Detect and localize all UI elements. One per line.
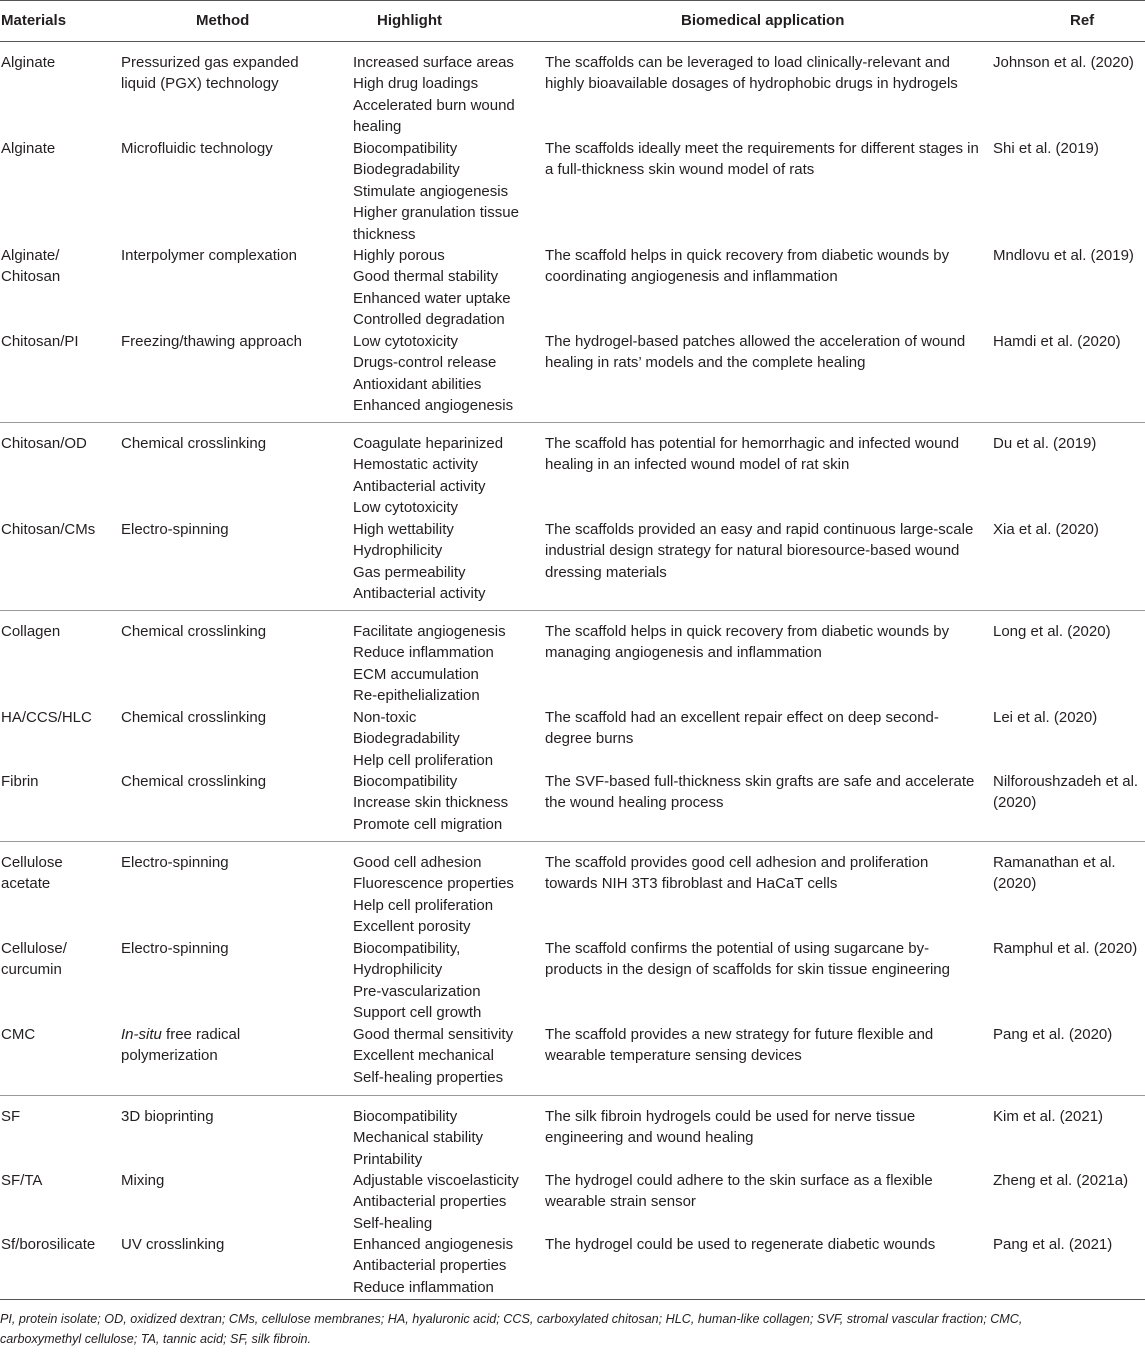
highlight-text: Antibacterial properties <box>353 1257 507 1275</box>
table-row <box>0 422 1145 517</box>
table-row <box>0 321 1145 422</box>
highlight-text: Help cell proliferation <box>353 896 494 914</box>
table-row <box>0 1160 1145 1232</box>
method-text: UV crosslinking <box>121 1236 225 1253</box>
highlight-text: Help cell proliferation <box>353 751 494 769</box>
highlight-text: Hydrophilicity <box>353 542 443 560</box>
materials-text: SF <box>1 1108 21 1125</box>
table-row <box>0 1095 1145 1168</box>
highlight-text: Self-healing <box>353 1214 433 1232</box>
ref-text: Kim et al. (2021) <box>993 1108 1104 1125</box>
highlight-text: Hydrophilicity <box>353 961 443 979</box>
highlight-text: Biodegradability <box>353 730 460 748</box>
highlight-text: Good cell adhesion <box>353 854 482 871</box>
ref-text: Zheng et al. (2021a) <box>993 1172 1129 1189</box>
method-text: liquid (PGX) technology <box>121 75 279 93</box>
ref-text: (2020) <box>993 794 1037 812</box>
footnote-line: PI, protein isolate; OD, oxidized dextran; CMs, cellulose membranes; HA, hyaluronic acid; CCS, carboxylated chitosan; HLC, human-like collagen; SVF, stromal vascular fraction; CMC, <box>0 1312 1023 1326</box>
highlight-text: Stimulate angiogenesis <box>353 182 509 200</box>
application-text: managing angiogenesis and inflammation <box>545 644 822 662</box>
highlight-text: Biocompatibility <box>353 773 458 790</box>
highlight-text: Re-epithelialization <box>353 687 480 705</box>
highlight-text: High wettability <box>353 521 454 538</box>
application-text: engineering and wound healing <box>545 1129 754 1147</box>
highlight-text: Low cytotoxicity <box>353 499 459 517</box>
application-text: The scaffold helps in quick recovery from diabetic wounds by <box>545 247 950 264</box>
method-text: polymerization <box>121 1047 218 1065</box>
ref-text: Ramanathan et al. <box>993 854 1116 871</box>
application-text: The scaffold provides good cell adhesion and proliferation <box>545 854 929 871</box>
materials-text: Collagen <box>1 623 61 640</box>
ref-text: Nilforoushzadeh et al. <box>993 773 1139 790</box>
method-text: Microfluidic technology <box>121 140 273 157</box>
application-text: The scaffolds can be leveraged to load clinically-relevant and <box>545 54 950 71</box>
application-text: dressing materials <box>545 563 667 581</box>
materials-text: Alginate <box>1 140 56 157</box>
highlight-text: Non-toxic <box>353 709 417 726</box>
highlight-text: Increase skin thickness <box>353 794 509 812</box>
header-ref: Ref <box>1070 12 1095 29</box>
materials-text: Alginate <box>1 54 56 71</box>
application-text: The SVF-based full-thickness skin grafts are safe and accelerate <box>545 773 975 790</box>
highlight-text: Printability <box>353 1150 423 1168</box>
table-row <box>0 1224 1145 1304</box>
highlight-text: Antioxidant abilities <box>353 375 482 393</box>
materials-text: Chitosan <box>1 268 61 286</box>
application-text: The scaffold helps in quick recovery from diabetic wounds by <box>545 623 950 640</box>
highlight-text: Coagulate heparinized <box>353 435 504 452</box>
highlight-text: Antibacterial properties <box>353 1193 507 1211</box>
highlight-text: Biodegradability <box>353 161 460 179</box>
table-row <box>0 509 1145 610</box>
table-row <box>0 697 1145 769</box>
method-text: Pressurized gas expanded <box>121 54 299 71</box>
highlight-text: thickness <box>353 225 416 243</box>
ref-text: Johnson et al. (2020) <box>993 54 1134 71</box>
application-text: The scaffold has potential for hemorrhagic and infected wound <box>545 435 960 452</box>
application-text: highly bioavailable dosages of hydrophobic drugs in hydrogels <box>545 75 958 93</box>
highlight-text: Highly porous <box>353 247 445 264</box>
materials-text: Sf/borosilicate <box>1 1236 96 1253</box>
application-text: industrial design strategy for natural bioresource-based wound <box>545 542 960 560</box>
highlight-text: Antibacterial activity <box>353 477 486 495</box>
method-italic-text: In-situ <box>121 1026 162 1043</box>
method-text: Interpolymer complexation <box>121 247 297 264</box>
highlight-text: Self-healing properties <box>353 1068 504 1086</box>
highlight-text: Adjustable viscoelasticity <box>353 1172 519 1189</box>
highlight-text: Fluorescence properties <box>353 875 514 893</box>
highlight-text: healing <box>353 118 402 136</box>
application-text: healing in rats’ models and the complete healing <box>545 354 866 372</box>
highlight-text: Reduce inflammation <box>353 644 494 662</box>
method-text: 3D bioprinting <box>121 1108 214 1125</box>
ref-text: Ramphul et al. (2020) <box>993 940 1138 957</box>
application-text: coordinating angiogenesis and inflammation <box>545 268 838 286</box>
ref-text: Shi et al. (2019) <box>993 140 1099 157</box>
application-text: The silk fibroin hydrogels could be used for nerve tissue <box>545 1108 916 1125</box>
table-footnote <box>0 1299 1145 1349</box>
application-text: degree burns <box>545 730 634 748</box>
table-row <box>0 235 1145 329</box>
application-text: The scaffolds provided an easy and rapid continuous large-scale <box>545 521 974 538</box>
footnote-line: carboxymethyl cellulose; TA, tannic acid; SF, silk fibroin. <box>0 1332 312 1346</box>
materials-text: acetate <box>1 875 51 893</box>
materials-text: Fibrin <box>1 773 39 790</box>
table-header <box>0 0 1145 42</box>
highlight-text: Support cell growth <box>353 1004 482 1022</box>
application-text: The scaffold confirms the potential of using sugarcane by- <box>545 940 930 957</box>
highlight-text: Good thermal sensitivity <box>353 1026 514 1043</box>
application-text: The hydrogel could be used to regenerate diabetic wounds <box>545 1236 936 1253</box>
application-text: The hydrogel could adhere to the skin surface as a flexible <box>545 1172 933 1189</box>
highlight-text: Excellent mechanical <box>353 1047 494 1065</box>
highlight-text: Higher granulation tissue <box>353 204 519 222</box>
application-text: wearable temperature sensing devices <box>545 1047 802 1065</box>
application-text: The hydrogel-based patches allowed the acceleration of wound <box>545 333 966 350</box>
highlight-text: Controlled degradation <box>353 311 505 329</box>
method-text: Chemical crosslinking <box>121 709 267 726</box>
table-row <box>0 1014 1145 1095</box>
highlight-text: High drug loadings <box>353 75 479 93</box>
highlight-text: Gas permeability <box>353 563 466 581</box>
highlight-text: Promote cell migration <box>353 815 503 833</box>
materials-text: Chitosan/PI <box>1 333 79 350</box>
materials-text: curcumin <box>1 961 62 979</box>
highlight-text: Hemostatic activity <box>353 456 479 474</box>
highlight-text: Excellent porosity <box>353 918 471 936</box>
application-text: towards NIH 3T3 fibroblast and HaCaT cells <box>545 875 838 893</box>
highlight-text: Low cytotoxicity <box>353 333 459 350</box>
table-row <box>0 128 1145 243</box>
highlight-text: Good thermal stability <box>353 268 499 286</box>
header-highlight: Highlight <box>377 12 442 29</box>
method-text-rest: free radical <box>161 1026 241 1043</box>
ref-text: Pang et al. (2021) <box>993 1236 1113 1253</box>
highlight-text: Antibacterial activity <box>353 585 486 603</box>
table-row <box>0 610 1145 705</box>
application-text: wearable strain sensor <box>545 1193 696 1211</box>
ref-text: (2020) <box>993 875 1037 893</box>
highlight-text: Enhanced angiogenesis <box>353 397 514 415</box>
materials-text: Cellulose/ <box>1 940 67 957</box>
highlight-text: Accelerated burn wound <box>353 96 515 114</box>
table-row <box>0 42 1145 136</box>
highlight-text: Biocompatibility <box>353 1108 458 1125</box>
ref-text: Mndlovu et al. (2019) <box>993 247 1134 264</box>
ref-text: Pang et al. (2020) <box>993 1026 1113 1043</box>
highlight-text: Enhanced water uptake <box>353 289 511 307</box>
highlight-text: Pre-vascularization <box>353 982 481 1000</box>
ref-text: Du et al. (2019) <box>993 435 1097 452</box>
table-row <box>0 841 1145 936</box>
header-materials: Materials <box>1 12 67 29</box>
highlight-text: ECM accumulation <box>353 665 479 683</box>
materials-text: Chitosan/CMs <box>1 521 96 538</box>
ref-text: Long et al. (2020) <box>993 623 1111 640</box>
header-method: Method <box>196 12 250 29</box>
method-text: Electro-spinning <box>121 521 229 538</box>
method-text: Freezing/thawing approach <box>121 333 302 350</box>
highlight-text: Drugs-control release <box>353 354 497 372</box>
materials-text: Cellulose <box>1 854 63 871</box>
application-text: healing in an infected wound model of rat skin <box>545 456 850 474</box>
highlight-text: Biocompatibility, <box>353 940 461 957</box>
materials-text: SF/TA <box>1 1172 43 1189</box>
materials-text: Alginate/ <box>1 247 60 264</box>
header-application: Biomedical application <box>681 12 845 29</box>
method-text: Mixing <box>121 1172 165 1189</box>
ref-text: Lei et al. (2020) <box>993 709 1098 726</box>
materials-text: HA/CCS/HLC <box>1 709 92 726</box>
table-row <box>0 761 1145 841</box>
method-text: Electro-spinning <box>121 940 229 957</box>
materials-text: Chitosan/OD <box>1 435 87 452</box>
method-text: Chemical crosslinking <box>121 773 267 790</box>
highlight-text: Biocompatibility <box>353 140 458 157</box>
method-text <box>121 1024 346 1045</box>
application-text: the wound healing process <box>545 794 724 812</box>
method-text: Electro-spinning <box>121 854 229 871</box>
table-row <box>0 928 1145 1022</box>
materials-text: CMC <box>1 1026 36 1043</box>
method-text: Chemical crosslinking <box>121 435 267 452</box>
highlight-text: Reduce inflammation <box>353 1278 494 1296</box>
application-text: The scaffolds ideally meet the requirements for different stages in <box>545 140 979 157</box>
highlight-text: Facilitate angiogenesis <box>353 623 506 640</box>
highlight-text: Enhanced angiogenesis <box>353 1236 514 1253</box>
application-text: The scaffold provides a new strategy for future flexible and <box>545 1026 934 1043</box>
application-text: a full-thickness skin wound model of rats <box>545 161 815 179</box>
ref-text: Xia et al. (2020) <box>993 521 1099 538</box>
ref-text: Hamdi et al. (2020) <box>993 333 1121 350</box>
method-text: Chemical crosslinking <box>121 623 267 640</box>
highlight-text: Mechanical stability <box>353 1129 484 1147</box>
highlight-text: Increased surface areas <box>353 54 514 71</box>
application-text: The scaffold had an excellent repair effect on deep second- <box>545 709 939 726</box>
application-text: products in the design of scaffolds for skin tissue engineering <box>545 961 950 979</box>
